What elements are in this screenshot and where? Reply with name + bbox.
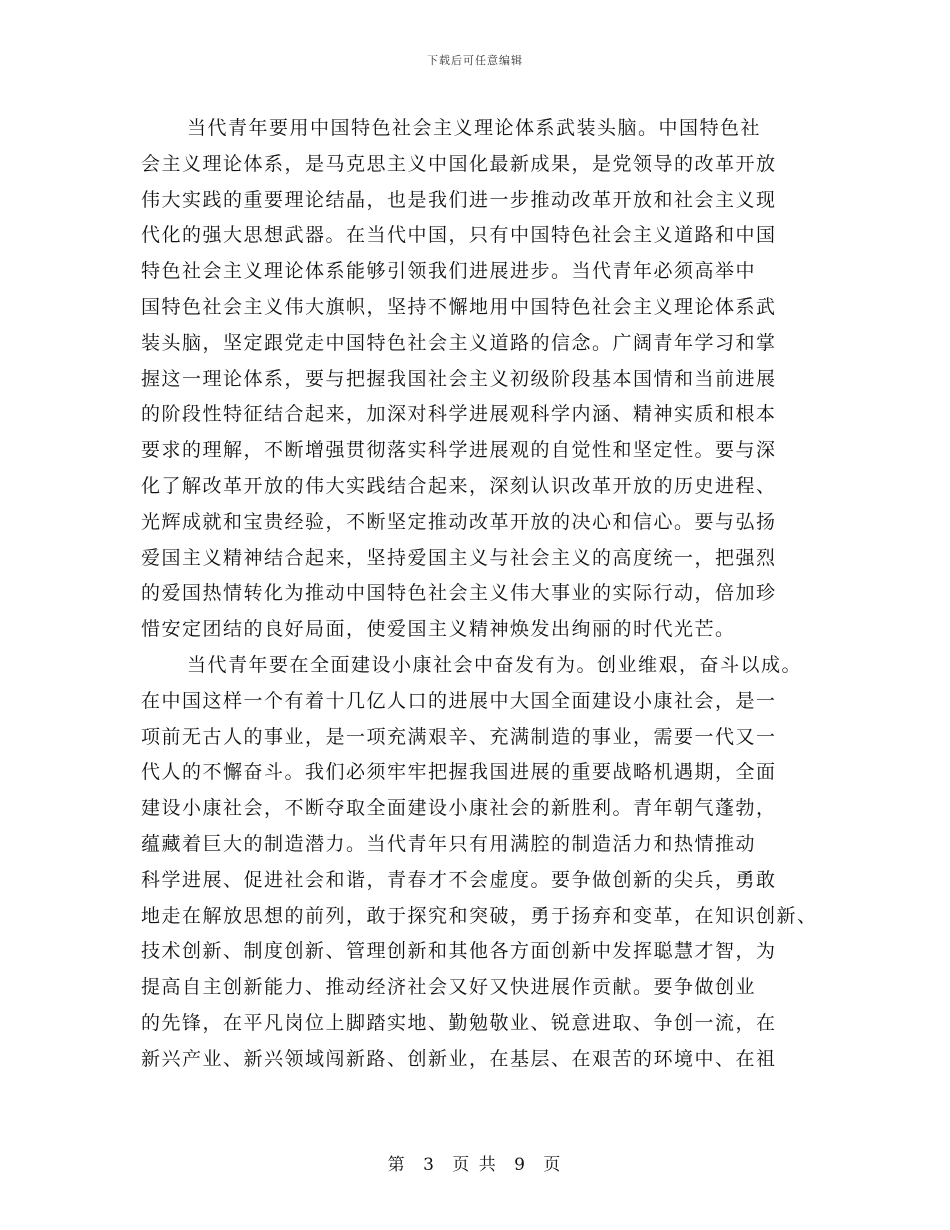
footer-prefix: 第 bbox=[387, 1155, 407, 1175]
paragraph-line: 项前无古人的事业，是一项充满艰辛、充满制造的事业，需要一代又一 bbox=[141, 725, 777, 748]
footer-suffix: 页 bbox=[543, 1155, 563, 1175]
paragraph-line: 在中国这样一个有着十几亿人口的进展中大国全面建设小康社会，是一 bbox=[141, 689, 777, 712]
paragraph-line: 科学进展、促进社会和谐，青春才不会虚度。要争做创新的尖兵，勇敢 bbox=[141, 868, 777, 891]
total-pages-number: 9 bbox=[514, 1155, 527, 1175]
paragraph-line: 特色社会主义理论体系能够引领我们进展进步。当代青年必须高举中 bbox=[141, 260, 757, 283]
paragraph-line: 代化的强大思想武器。在当代中国，只有中国特色社会主义道路和中国 bbox=[141, 224, 777, 247]
paragraph-line: 惜安定团结的良好局面，使爱国主义精神焕发出绚丽的时代光芒。 bbox=[141, 618, 736, 641]
paragraph-line: 当代青年要用中国特色社会主义理论体系武装头脑。中国特色社 bbox=[187, 117, 762, 139]
document-body bbox=[141, 111, 821, 1078]
paragraph-line: 的阶段性特征结合起来，加深对科学进展观科学内涵、精神实质和根本 bbox=[141, 403, 777, 426]
paragraph-line: 的先锋，在平凡岗位上脚踏实地、勤勉敬业、锐意进取、争创一流，在 bbox=[141, 1011, 777, 1034]
page-number-footer bbox=[0, 1150, 950, 1175]
header-note: 下载后可任意编辑 bbox=[427, 54, 523, 67]
paragraph-line: 伟大实践的重要理论结晶，也是我们进一步推动改革开放和社会主义现 bbox=[141, 188, 777, 211]
paragraph-line: 新兴产业、新兴领域闯新路、创新业，在基层、在艰苦的环境中、在祖 bbox=[141, 1047, 777, 1070]
current-page-number: 3 bbox=[423, 1155, 436, 1175]
paragraph-line: 要求的理解，不断增强贯彻落实科学进展观的自觉性和坚定性。要与深 bbox=[141, 439, 777, 462]
paragraph-line: 技术创新、制度创新、管理创新和其他各方面创新中发挥聪慧才智，为 bbox=[141, 940, 777, 963]
paragraph-line: 握这一理论体系，要与把握我国社会主义初级阶段基本国情和当前进展 bbox=[141, 367, 777, 390]
paragraph-line: 提高自主创新能力、推动经济社会又好又快进展作贡献。要争做创业 bbox=[141, 976, 757, 999]
paragraph-line: 会主义理论体系，是马克思主义中国化最新成果，是党领导的改革开放 bbox=[141, 152, 777, 175]
paragraph-line: 国特色社会主义伟大旗帜，坚持不懈地用中国特色社会主义理论体系武 bbox=[141, 295, 777, 318]
paragraph-line: 化了解改革开放的伟大实践结合起来，深刻认识改革开放的历史进程、 bbox=[141, 474, 777, 497]
paragraph-line: 装头脑，坚定跟党走中国特色社会主义道路的信念。广阔青年学习和掌 bbox=[141, 331, 777, 354]
paragraph-line: 地走在解放思想的前列，敢于探究和突破，勇于扬弃和变革，在知识创新、 bbox=[141, 904, 818, 927]
paragraph-line: 建设小康社会，不断夺取全面建设小康社会的新胜利。青年朝气蓬勃， bbox=[141, 797, 777, 820]
paragraph-line: 代人的不懈奋斗。我们必须牢牢把握我国进展的重要战略机遇期，全面 bbox=[141, 761, 777, 784]
paragraph-line: 爱国主义精神结合起来，坚持爱国主义与社会主义的高度统一，把强烈 bbox=[141, 546, 777, 569]
paragraph-line: 的爱国热情转化为推动中国特色社会主义伟大事业的实际行动，倍加珍 bbox=[141, 582, 777, 605]
footer-middle: 页 共 bbox=[452, 1155, 498, 1175]
paragraph-line: 当代青年要在全面建设小康社会中奋发有为。创业维艰，奋斗以成。 bbox=[187, 653, 803, 676]
paragraph-line: 蕴藏着巨大的制造潜力。当代青年只有用满腔的制造活力和热情推动 bbox=[141, 832, 757, 855]
paragraph-line: 光辉成就和宝贵经验，不断坚定推动改革开放的决心和信心。要与弘扬 bbox=[141, 510, 777, 533]
